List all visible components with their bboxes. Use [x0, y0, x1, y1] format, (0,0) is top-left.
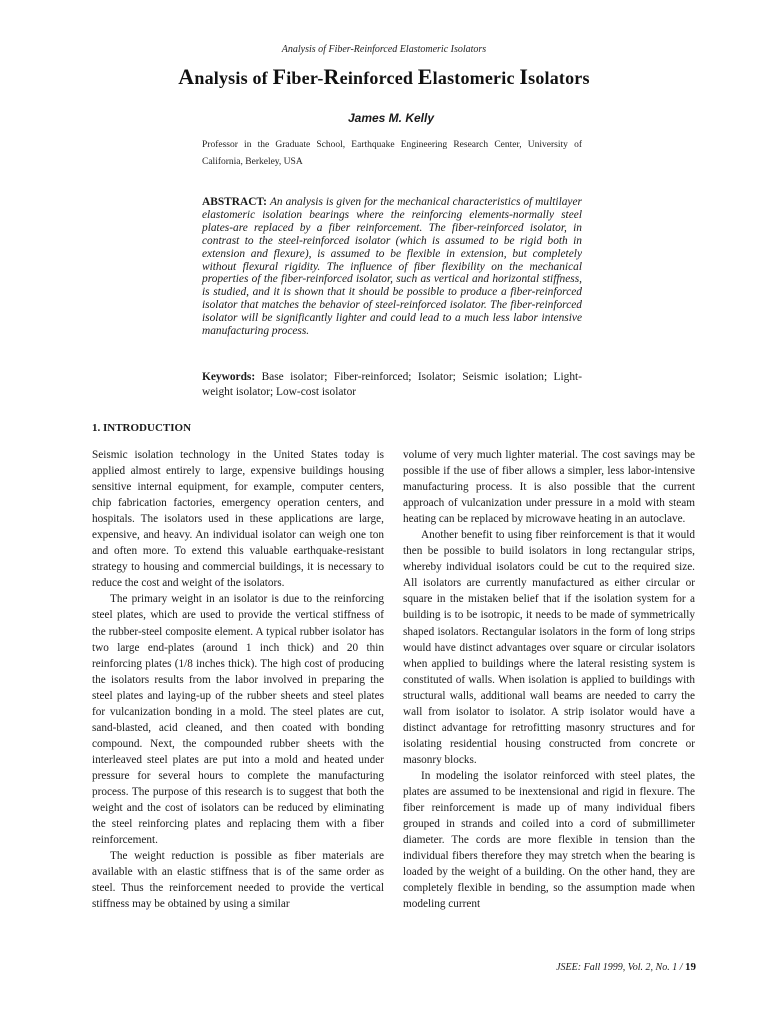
- title-rest-2: iber-: [286, 68, 324, 88]
- paragraph: volume of very much lighter material. The cost savings may be possible if the use of fiber allows a simpler, less labor-intensive manufacturing process. It is also possible that the current approach of vulcanization under pressure in a mold with steam heating can be replaced by microwave heating in an autoclave.: [403, 449, 695, 526]
- title-cap-2: F: [272, 64, 287, 89]
- paragraph: Another benefit to using fiber reinforcement is that it would then be possible to build isolators in long rectangular strips, whereby individual isolators could be cut to the required size. All isolators are currently manufactured as either circular or square in the mistaken belief that if the isolation system for a building is to be isotropic, it needs to be made of symmetrically shaped isolators. Rectangular isolators in the form of long strips would have distinct advantages over square or circular isolators when applied to buildings where the lateral resisting system is constituted of walls. When isolation is applied to buildings with structural walls, additional wall beams are needed to carry the wall from isolator to isolator. A strip isolator would have a distinct advantage for retrofitting masonry structures and for isolating residential housing constructed from concrete or masonry blocks.: [403, 529, 695, 766]
- keywords-text: Base isolator; Fiber-reinforced; Isolator; Seismic isolation; Light-weight isolator; Low-cost isolator: [202, 371, 582, 398]
- abstract-label: ABSTRACT:: [202, 196, 267, 208]
- title-cap-3: R: [323, 64, 340, 89]
- keywords-label: Keywords:: [202, 371, 256, 383]
- journal-citation: JSEE: Fall 1999, Vol. 2, No. 1 /: [556, 962, 683, 973]
- paragraph: Seismic isolation technology in the United States today is applied almost entirely to large, expensive buildings housing sensitive internal equipment, for example, computer centers, chip fabrication factories, emergency operation centers, and hospitals. The isolators used in these applications are large, expensive, and heavy. An individual isolator can weigh one ton and often more. To extend this valuable earthquake-resistant strategy to housing and commercial buildings, it is necessary to reduce the cost and weight of the isolators.: [92, 449, 384, 590]
- title-cap-4: E: [417, 64, 433, 89]
- paragraph: The weight reduction is possible as fiber materials are available with an elastic stiffness that is of the same order as steel. Thus the reinforcement needed to provide the vertical stiffness may be obtained by using a similar: [92, 850, 384, 911]
- paragraph: In modeling the isolator reinforced with steel plates, the plates are assumed to be inextensional and rigid in flexure. The fiber reinforcement is made up of many individual fibers grouped in strands and coiled into a cord of submillimeter diameter. The cords are more flexible in tension than the individual fibers therefore they may stretch when the bearing is loaded by the weight of a building. On the other hand, they are completely flexible in bending, so the assumption made when modeling current: [403, 769, 695, 911]
- page-number: 19: [685, 961, 696, 973]
- author-name: James M. Kelly: [347, 111, 435, 125]
- abstract: [202, 196, 582, 338]
- title-rest-1: nalysis of: [194, 68, 273, 88]
- title-rest-4: lastomeric: [432, 68, 520, 88]
- title-rest-5: solators: [528, 68, 590, 88]
- title-rest-3: einforced: [339, 68, 418, 88]
- paper-title: [0, 64, 768, 90]
- left-column: [92, 447, 384, 912]
- paragraph: The primary weight in an isolator is due to the reinforcing steel plates, which are used to provide the vertical stiffness of the rubber-steel composite element. A typical rubber isolator has two large end-plates (around 1 inch thick) and 20 thin reinforcing plates (1/8 inches thick). The high cost of producing the isolators results from the labor involved in preparing the steel plates and laying-up of the rubber sheets and steel plates for vulcanization bonding in a mold. The steel plates are cut, sand-blasted, acid cleaned, and then coated with bonding compound. Next, the compounded rubber sheets with the interleaved steel plates are put into a mold and heated under pressure for several hours to complete the manufacturing process. The purpose of this research is to suggest that both the weight and the cost of isolators can be reduced by eliminating the steel reinforcing plates and replacing them with a fiber reinforcement.: [92, 593, 384, 847]
- running-head: Analysis of Fiber-Reinforced Elastomeric Isolators: [281, 44, 487, 55]
- keywords: [202, 370, 582, 400]
- page-footer: [556, 961, 696, 973]
- section-heading: 1. INTRODUCTION: [92, 422, 192, 434]
- right-column: [403, 447, 695, 912]
- title-cap-5: I: [519, 64, 529, 89]
- title-cap-1: A: [178, 64, 195, 89]
- abstract-text: An analysis is given for the mechanical characteristics of multilayer elastomeric isolation bearings where the reinforcing elements-normally steel plates-are replaced by a fiber reinforcement. The fiber-reinforced isolator, in contrast to the steel-reinforced isolator (which is assumed to be rigid both in extension and flexure), is assumed to be flexible in extension, but completely without flexural rigidity. The influence of fiber flexibility on the mechanical properties of the fiber-reinforced isolator, such as vertical and horizontal stiffness, is studied, and it is shown that it should be possible to produce a fiber-reinforced isolator that matches the behavior of steel-reinforced isolator. The fiber-reinforced isolator will be significantly lighter and could lead to a much less labor intensive manufacturing process.: [202, 196, 582, 338]
- author-affiliation: Professor in the Graduate School, Earthquake Engineering Research Center, University of California, Berkeley, USA: [202, 140, 582, 167]
